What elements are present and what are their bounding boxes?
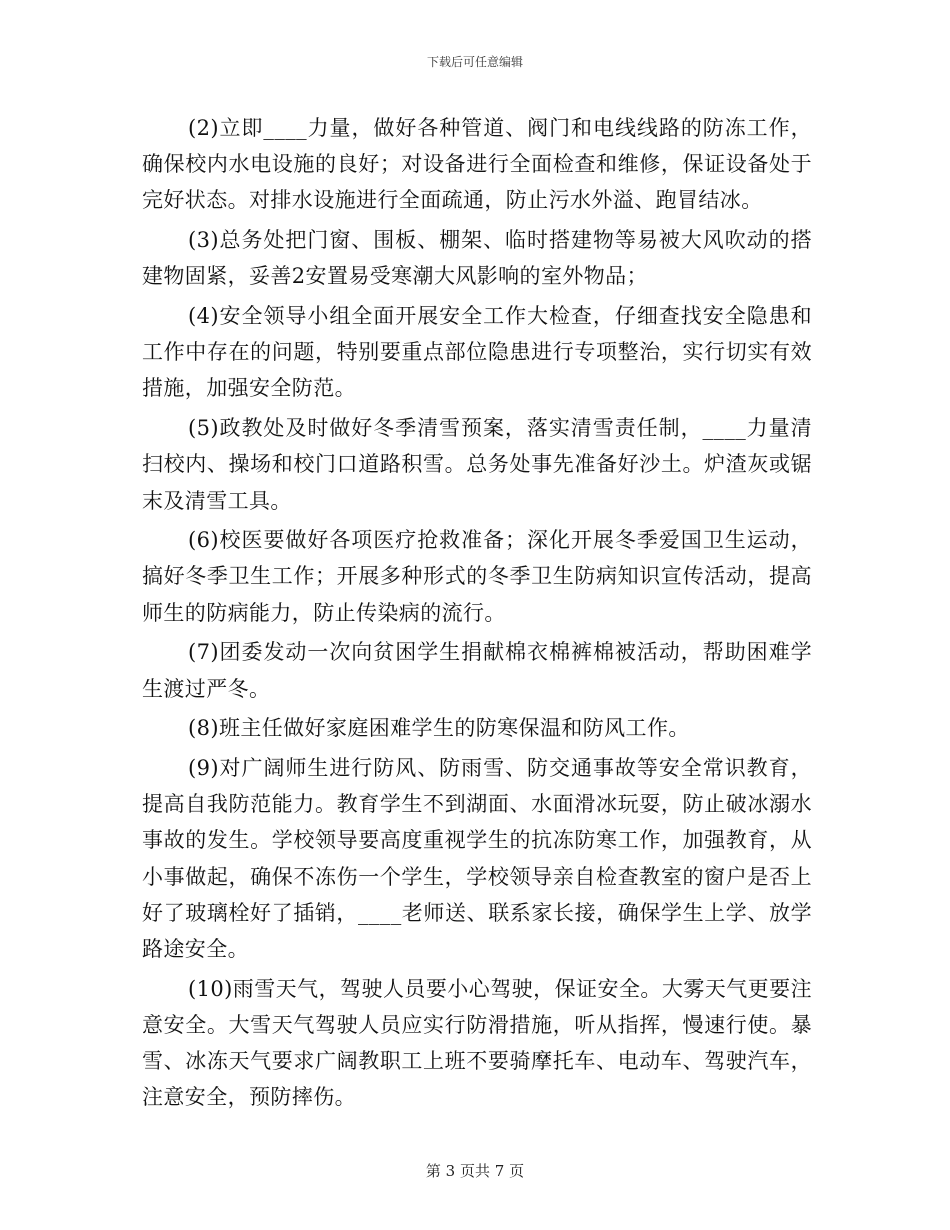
paragraph-10: (10)雨雪天气，驾驶人员要小心驾驶，保证安全。大雾天气更要注意安全。大雪天气驾驶人员应实行防滑措施，听从指挥，慢速行使。暴雪、冰冻天气要求广阔教职工上班不要骑摩托车、电动车、驾驶汽车，注意安全，预防摔伤。 <box>142 976 812 1110</box>
page-number: 第 3 页共 7 页 <box>425 1162 525 1180</box>
document-body <box>142 110 812 1119</box>
paragraph-9: (9)对广阔师生进行防风、防雨雪、防交通事故等安全常识教育，提高自我防范能力。教育学生不到湖面、水面滑冰玩耍，防止破冰溺水事故的发生。学校领导要高度重视学生的抗冻防寒工作，加强教育，从小事做起，确保不冻伤一个学生，学校领导亲自检查教室的窗户是否上好了玻璃栓好了插销，____老师送、联系家长接，确保学生上学、放学路途安全。 <box>142 755 812 961</box>
paragraph-8: (8)班主任做好家庭困难学生的防寒保温和防风工作。 <box>188 716 690 741</box>
paragraph-7: (7)团委发动一次向贫困学生捐献棉衣棉裤棉被活动，帮助困难学生渡过严冬。 <box>142 640 812 701</box>
paragraph-4: (4)安全领导小组全面开展安全工作大检查，仔细查找安全隐患和工作中存在的问题，特别要重点部位隐患进行专项整治，实行切实有效措施，加强安全防范。 <box>142 304 812 401</box>
paragraph-6: (6)校医要做好各项医疗抢救准备；深化开展冬季爱国卫生运动，搞好冬季卫生工作；开展多种形式的冬季卫生防病知识宣传活动，提高师生的防病能力，防止传染病的流行。 <box>142 528 812 625</box>
paragraph-2: (2)立即____力量，做好各种管道、阀门和电线线路的防冻工作，确保校内水电设施的良好；对设备进行全面检查和维修，保证设备处于完好状态。对排水设施进行全面疏通，防止污水外溢、跑冒结冰。 <box>142 116 812 213</box>
page-header: 下载后可任意编辑 <box>426 55 523 69</box>
paragraph-3: (3)总务处把门窗、围板、棚架、临时搭建物等易被大风吹动的搭建物固紧，妥善2安置易受寒潮大风影响的室外物品； <box>142 228 812 289</box>
paragraph-5: (5)政教处及时做好冬季清雪预案，落实清雪责任制，____力量清扫校内、操场和校门口道路积雪。总务处事先准备好沙土。炉渣灰或锯末及清雪工具。 <box>142 416 812 513</box>
